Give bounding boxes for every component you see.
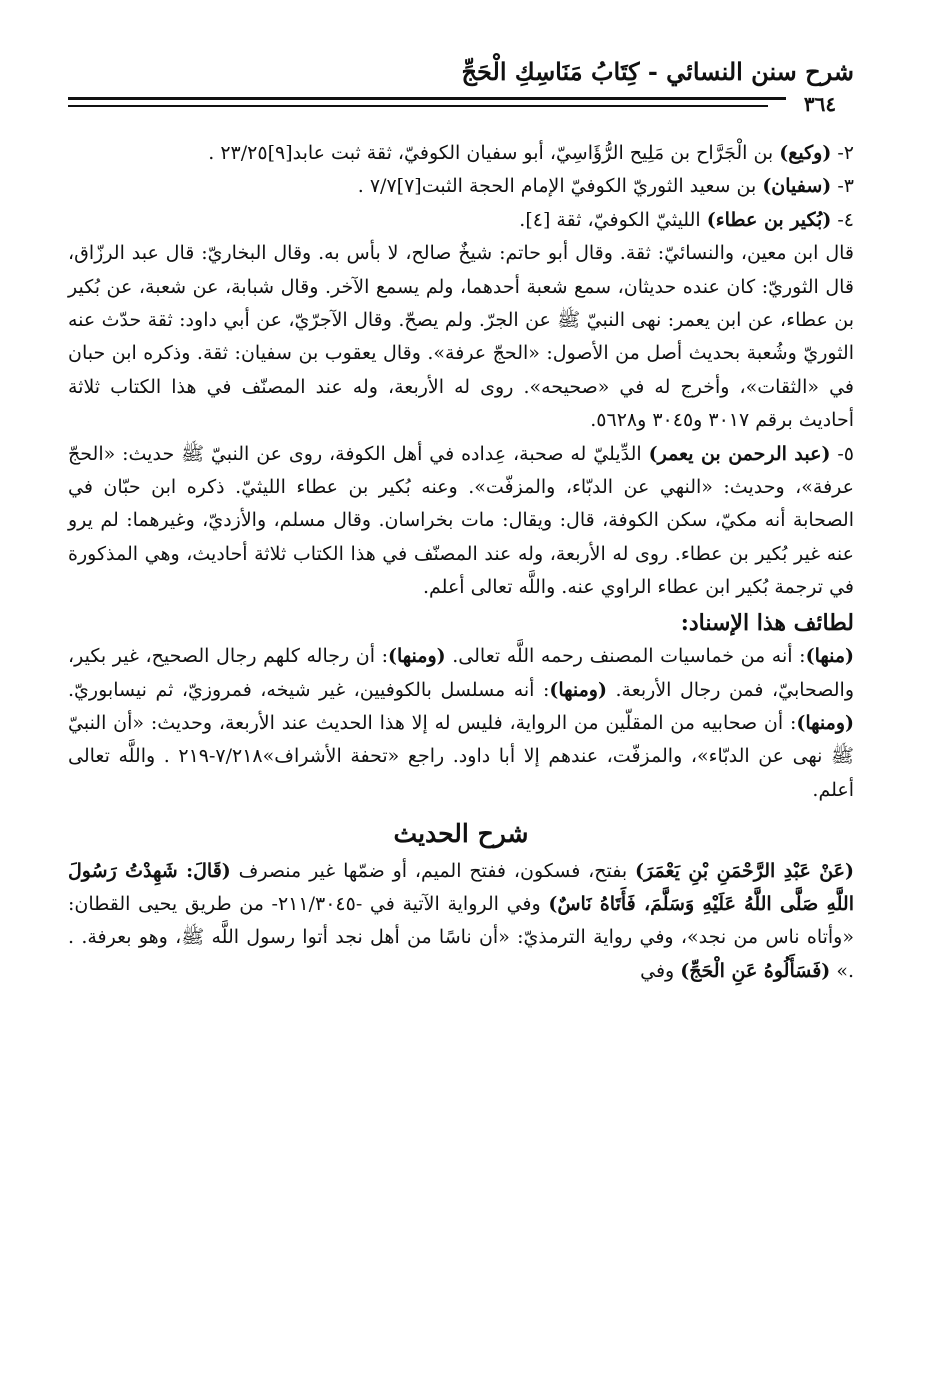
page-content <box>68 137 854 988</box>
sharh-text-2: وفي الرواية الآتية في -٢١١/٣٠٤٥- من طريق يحيى القطان: «وأتاه ناس من نجد»، وفي رواية الترمذيّ: «أن ناسًا من أهل نجد أتوا رسول اللَّه ﷺ، وهو بعرفة. . .» <box>68 892 854 982</box>
lataif-marker-4: (ومنها) <box>796 711 854 734</box>
narrator-2-number: ٢- <box>831 142 854 164</box>
lataif-text-3: : أنه مسلسل بالكوفيين، غير شيخه، فمروزيّ، ثم نيسابوريّ. <box>68 678 550 701</box>
page-number: ٣٦٤ <box>786 92 854 116</box>
lataif-heading: لطائف هذا الإسناد: <box>680 609 854 636</box>
sharh-quote-3: (فَسَأَلُوهُ عَنِ الْحَجِّ) <box>680 959 831 982</box>
narrator-4 <box>68 204 854 237</box>
narrator-2-name: (وكيع) <box>779 142 832 164</box>
narrator-5-number: ٥- <box>830 442 854 465</box>
narrator-3-name: (سفيان) <box>762 175 832 198</box>
sharh-paragraph <box>68 855 854 989</box>
narrator-3-number: ٣- <box>831 175 854 198</box>
book-page <box>68 55 854 1345</box>
sharh-quote-1: (عَنْ عَبْدِ الرَّحْمَنِ بْنِ يَعْمَرَ) <box>635 859 855 882</box>
lataif-text-2: : أن رجاله كلهم رجال الصحيح، غير بكير، والصحابيّ، فمن رجال الأربعة. <box>68 645 854 701</box>
lataif-marker-3: (ومنها) <box>549 678 607 701</box>
sharh-text-1: بفتح، فسكون، ففتح الميم، أو ضمّها غير منصرف <box>230 859 636 882</box>
lataif-text-4: : أن صحابيه من المقلّين من الرواية، فليس له إلا هذا الحديث عند الأربعة، وحديث: «أن النبيّ ﷺ نهى عن الدبّاء»، والمزفّت، عندهم إلا أبا داود. راجع «تحفة الأشراف»٧/٢١٨-٢١٩ . واللَّه تعالى أعلم. <box>68 711 854 801</box>
sharh-text-3: وفي <box>640 959 681 982</box>
narrator-5-name: (عبد الرحمن بن يعمر) <box>648 442 831 465</box>
header-rule-thin <box>68 105 768 107</box>
narrator-4-name: (بُكير بن عطاء) <box>706 208 832 231</box>
narrator-4-number: ٤- <box>831 208 854 231</box>
narrator-5 <box>68 438 854 605</box>
lataif-marker-1: (منها) <box>805 645 855 668</box>
lataif-paragraph <box>68 640 854 807</box>
lataif-marker-2: (ومنها) <box>388 645 446 668</box>
narrator-5-text: الدِّيليّ له صحبة، عِداده في أهل الكوفة، روى عن النبيّ ﷺ حديث: «الحجّ عرفة»، وحديث: «النهي عن الدبّاء، والمزفّت». وعنه بُكير بن عطاء الليثيّ. ذكره ابن حبّان في الصحابة أنه مكيّ، سكن الكوفة، قال: ويقال: مات بخراسان. وقال مسلم، والأزديّ، وغيرهما: لم يرو عنه غير بُكير بن عطاء. روى له الأربعة، وله عند المصنّف في هذا الكتاب ثلاثة أحاديث، وهي المذكورة في ترجمة بُكير ابن عطاء الراوي عنه. واللَّه تعالى أعلم. <box>68 442 854 599</box>
narrator-2-text: بن الْجَرَّاح بن مَلِيح الرُّؤَاسِيّ، أبو سفيان الكوفيّ، ثقة ثبت عابد[٩]٢٣/٢٥ . <box>208 142 780 164</box>
header-rule-thick <box>68 97 854 100</box>
narrator-4-text: الليثيّ الكوفيّ، ثقة [٤]. <box>519 208 707 231</box>
narrator-2 <box>68 137 854 170</box>
running-title: شرح سنن النسائي - كِتَابُ مَنَاسِكِ الْحَجِّ <box>461 57 854 86</box>
sharh-heading: شرح الحديث <box>393 819 529 849</box>
sharh-quote-2: (قَالَ: شَهِدْتُ رَسُولَ اللَّهِ صَلَّى اللَّهُ عَلَيْهِ وَسَلَّمَ، فَأَتَاهُ نَاسٌ) <box>68 859 854 915</box>
lataif-text-1: : أنه من خماسيات المصنف رحمه اللَّه تعالى. <box>445 645 806 668</box>
narrator-3 <box>68 170 854 203</box>
narrator-3-text: بن سعيد الثوريّ الكوفيّ الإمام الحجة الثبت[٧]٧/٧ . <box>357 175 763 198</box>
narrator-4-paragraph: قال ابن معين، والنسائيّ: ثقة. وقال أبو حاتم: شيخٌ صالح، لا بأس به. وقال البخاريّ: قال عبد الرزّاق، قال الثوريّ: كان عنده حديثان، سمع شعبة أحدهما، ولم يسمع الآخر. وقال شبابة، عن شعبة، عن بُكير بن عطاء، عن ابن يعمر: نهى النبيّ ﷺ عن الجرّ. ولم يصحّ. وقال الآجرّيّ، عن أبي داود: ثقة حدّث عنه الثوريّ وشُعبة بحديث أصل من الأصول: «الحجّ عرفة». وقال يعقوب بن سفيان: ثقة. وذكره ابن حبان في «الثقات»، وأخرج له في «صحيحه». روى له الأربعة، وله عند المصنّف في هذا الكتاب ثلاثة أحاديث برقم ٣٠١٧ و٣٠٤٥ و٥٦٢٨. <box>68 242 854 432</box>
